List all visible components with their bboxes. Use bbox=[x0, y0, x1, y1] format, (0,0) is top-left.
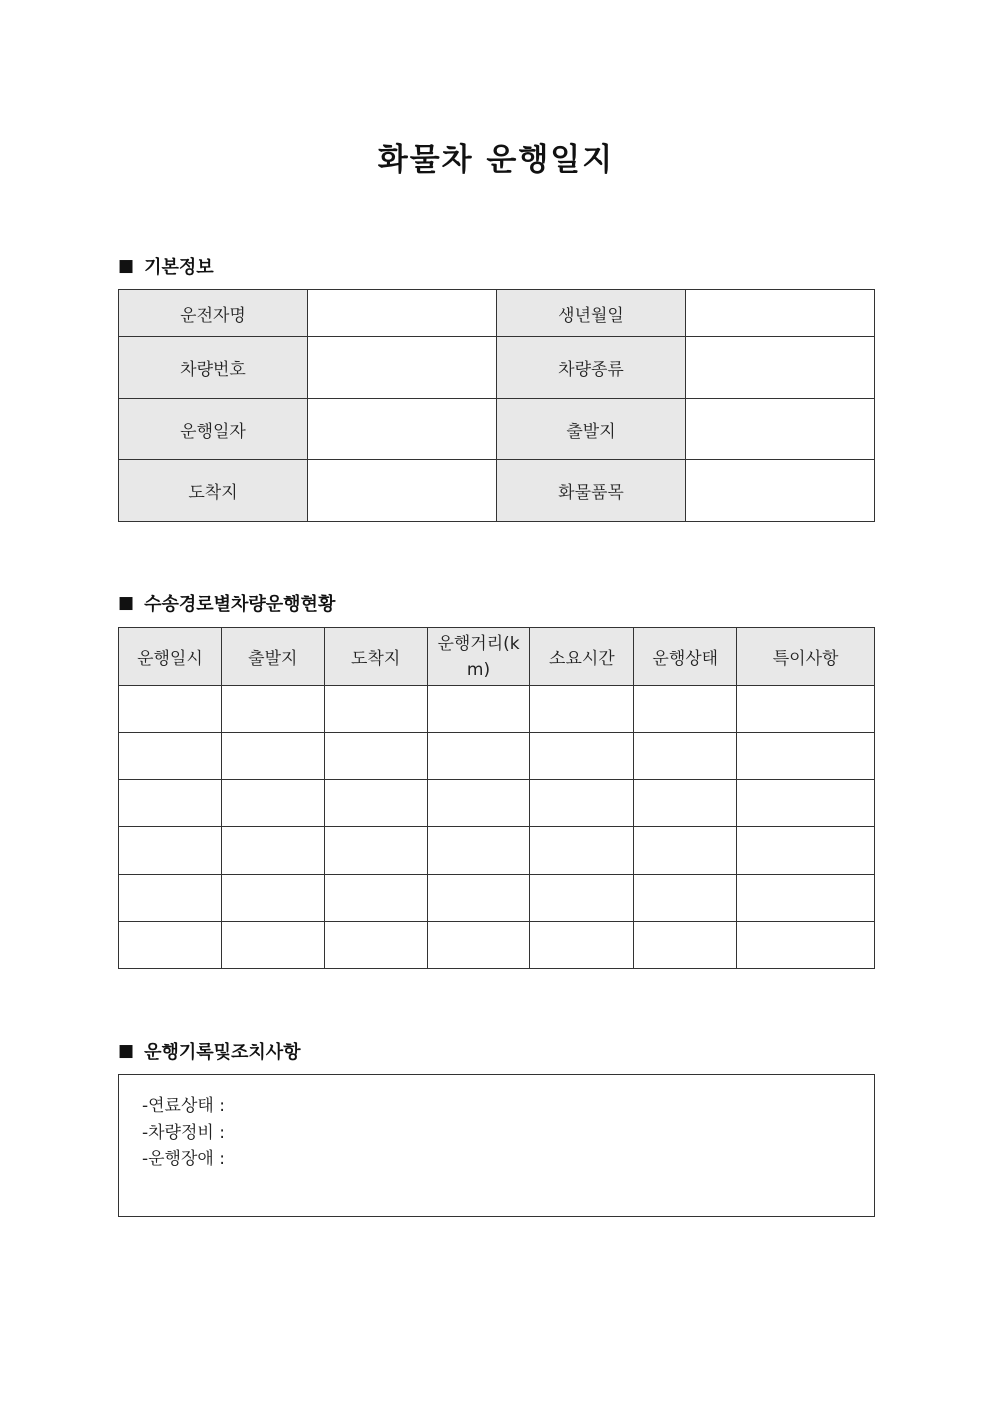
table-row bbox=[119, 733, 875, 780]
label-cargo-item: 화물품목 bbox=[497, 460, 686, 522]
table-cell[interactable] bbox=[634, 733, 737, 780]
table-row bbox=[119, 827, 875, 875]
label-vehicle-number: 차량번호 bbox=[119, 337, 308, 399]
table-cell[interactable] bbox=[427, 922, 530, 969]
table-cell[interactable] bbox=[737, 780, 875, 827]
table-cell[interactable] bbox=[634, 780, 737, 827]
table-cell[interactable] bbox=[634, 686, 737, 733]
table-cell[interactable] bbox=[530, 827, 634, 875]
label-driver-name: 운전자명 bbox=[119, 290, 308, 337]
label-operation-date: 운행일자 bbox=[119, 399, 308, 460]
basic-info-row bbox=[119, 337, 875, 399]
field-destination[interactable] bbox=[308, 460, 497, 522]
label-birth-date: 생년월일 bbox=[497, 290, 686, 337]
table-cell[interactable] bbox=[221, 733, 324, 780]
table-cell[interactable] bbox=[634, 922, 737, 969]
route-status-heading bbox=[118, 590, 335, 616]
table-cell[interactable] bbox=[737, 827, 875, 875]
table-cell[interactable] bbox=[427, 827, 530, 875]
square-bullet-icon: ■ bbox=[118, 593, 135, 613]
field-vehicle-number[interactable] bbox=[308, 337, 497, 399]
table-cell[interactable] bbox=[737, 733, 875, 780]
table-cell[interactable] bbox=[427, 780, 530, 827]
table-cell[interactable] bbox=[737, 922, 875, 969]
label-vehicle-type: 차량종류 bbox=[497, 337, 686, 399]
basic-info-row bbox=[119, 399, 875, 460]
table-row bbox=[119, 922, 875, 969]
table-cell[interactable] bbox=[427, 686, 530, 733]
table-cell[interactable] bbox=[427, 875, 530, 922]
table-cell[interactable] bbox=[634, 827, 737, 875]
table-row bbox=[119, 875, 875, 922]
records-heading bbox=[118, 1038, 301, 1064]
table-cell[interactable] bbox=[737, 875, 875, 922]
document-title: 화물차 운행일지 bbox=[377, 142, 615, 178]
square-bullet-icon: ■ bbox=[118, 256, 135, 276]
header-departure: 출발지 bbox=[221, 628, 324, 686]
table-cell[interactable] bbox=[324, 686, 427, 733]
field-vehicle-type[interactable] bbox=[686, 337, 875, 399]
table-cell[interactable] bbox=[221, 686, 324, 733]
table-cell[interactable] bbox=[119, 686, 222, 733]
table-cell[interactable] bbox=[427, 733, 530, 780]
table-row bbox=[119, 780, 875, 827]
table-cell[interactable] bbox=[119, 780, 222, 827]
basic-info-row bbox=[119, 290, 875, 337]
table-cell[interactable] bbox=[221, 827, 324, 875]
header-duration: 소요시간 bbox=[530, 628, 634, 686]
records-box[interactable] bbox=[118, 1074, 875, 1217]
table-row bbox=[119, 686, 875, 733]
table-cell[interactable] bbox=[119, 922, 222, 969]
square-bullet-icon: ■ bbox=[118, 1041, 135, 1061]
field-driver-name[interactable] bbox=[308, 290, 497, 337]
table-cell[interactable] bbox=[530, 875, 634, 922]
field-cargo-item[interactable] bbox=[686, 460, 875, 522]
table-cell[interactable] bbox=[119, 875, 222, 922]
basic-info-heading bbox=[118, 253, 214, 279]
table-cell[interactable] bbox=[324, 733, 427, 780]
header-operation-status: 운행상태 bbox=[634, 628, 737, 686]
field-departure[interactable] bbox=[686, 399, 875, 460]
table-cell[interactable] bbox=[634, 875, 737, 922]
header-arrival: 도착지 bbox=[324, 628, 427, 686]
field-operation-date[interactable] bbox=[308, 399, 497, 460]
table-cell[interactable] bbox=[324, 875, 427, 922]
table-cell[interactable] bbox=[530, 686, 634, 733]
route-status-table bbox=[118, 627, 875, 969]
route-status-heading-text: 수송경로별차량운행현황 bbox=[144, 594, 336, 615]
table-cell[interactable] bbox=[530, 780, 634, 827]
table-cell[interactable] bbox=[324, 780, 427, 827]
records-heading-text: 운행기록및조치사항 bbox=[144, 1042, 301, 1063]
basic-info-row bbox=[119, 460, 875, 522]
table-cell[interactable] bbox=[221, 922, 324, 969]
label-departure: 출발지 bbox=[497, 399, 686, 460]
table-cell[interactable] bbox=[530, 922, 634, 969]
basic-info-table bbox=[118, 289, 875, 522]
field-birth-date[interactable] bbox=[686, 290, 875, 337]
table-cell[interactable] bbox=[221, 780, 324, 827]
table-cell[interactable] bbox=[324, 922, 427, 969]
basic-info-heading-text: 기본정보 bbox=[144, 257, 214, 278]
table-cell[interactable] bbox=[737, 686, 875, 733]
table-cell[interactable] bbox=[119, 733, 222, 780]
header-remarks: 특이사항 bbox=[737, 628, 875, 686]
header-distance: 운행거리(km) bbox=[427, 628, 530, 686]
table-cell[interactable] bbox=[530, 733, 634, 780]
route-header-row bbox=[119, 628, 875, 686]
table-cell[interactable] bbox=[324, 827, 427, 875]
table-cell[interactable] bbox=[221, 875, 324, 922]
header-operation-datetime: 운행일시 bbox=[119, 628, 222, 686]
table-cell[interactable] bbox=[119, 827, 222, 875]
record-line-fuel: -연료상태 : bbox=[142, 1096, 225, 1116]
record-line-maintenance: -차량정비 : bbox=[142, 1122, 225, 1143]
record-line-trouble: -운행장애 : bbox=[142, 1149, 225, 1169]
label-destination: 도착지 bbox=[119, 460, 308, 522]
